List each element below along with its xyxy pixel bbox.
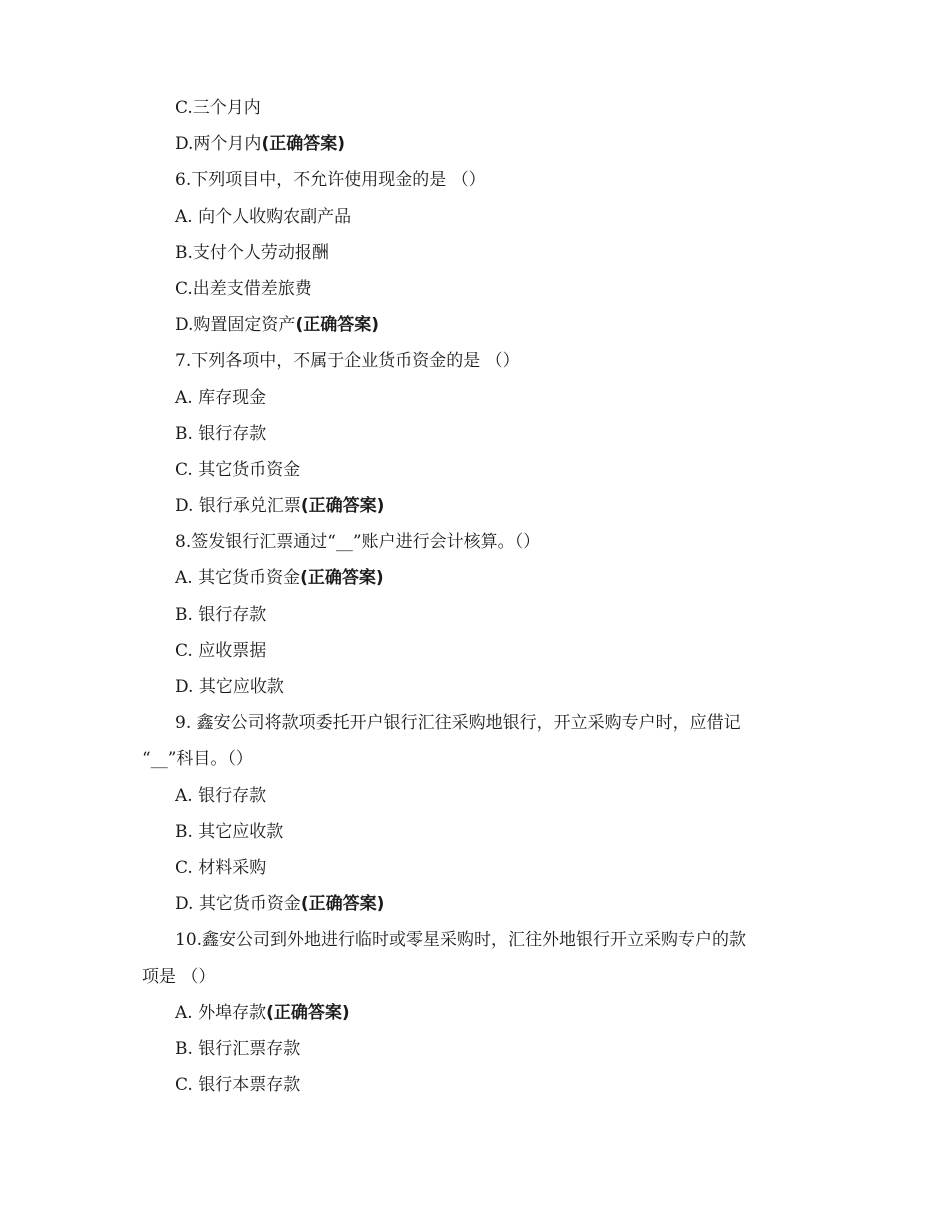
correct-answer-mark: (正确答案) xyxy=(300,496,385,517)
line-text: A. 其它货币资金 xyxy=(175,568,301,589)
document-line xyxy=(142,271,810,307)
line-text: C. 材料采购 xyxy=(175,857,267,878)
document-line xyxy=(142,307,810,343)
question-continuation-line xyxy=(142,959,810,995)
document-line xyxy=(142,416,810,452)
document-line xyxy=(142,814,810,850)
document-line xyxy=(142,199,810,235)
document-line xyxy=(142,886,810,922)
document-line xyxy=(142,633,810,669)
line-text: 项是 （） xyxy=(142,966,216,987)
line-text: “__”科目。（） xyxy=(142,749,253,770)
line-text: D. 其它货币资金 xyxy=(175,894,301,915)
correct-answer-mark: (正确答案) xyxy=(295,315,379,336)
correct-answer-mark: (正确答案) xyxy=(300,894,385,915)
line-text: B. 银行汇票存款 xyxy=(175,1038,301,1059)
correct-answer-mark: (正确答案) xyxy=(300,568,384,589)
document-line xyxy=(142,488,810,524)
document-line xyxy=(142,380,810,416)
document-line xyxy=(142,597,810,633)
correct-answer-mark: (正确答案) xyxy=(266,1002,350,1023)
line-text: C.出差支借差旅费 xyxy=(175,278,312,299)
document-line xyxy=(142,90,810,126)
line-text: C. 应收票据 xyxy=(175,640,267,661)
document-line xyxy=(142,922,810,958)
document-line xyxy=(142,669,810,705)
document-line xyxy=(142,1031,810,1067)
document-line xyxy=(142,1067,810,1103)
line-text: 10.鑫安公司到外地进行临时或零星采购时，汇往外地银行开立采购专户的款 xyxy=(175,930,747,951)
line-text: A. 库存现金 xyxy=(175,387,267,408)
line-text: C. 银行本票存款 xyxy=(175,1075,301,1096)
line-text: A. 银行存款 xyxy=(175,785,267,806)
line-text: A. 外埠存款 xyxy=(175,1002,267,1023)
line-text: 9. 鑫安公司将款项委托开户银行汇往采购地银行，开立采购专户时，应借记 xyxy=(175,713,741,734)
line-text: A. 向个人收购农副产品 xyxy=(175,206,352,227)
document-line xyxy=(142,995,810,1031)
correct-answer-mark: (正确答案) xyxy=(261,134,345,155)
line-text: D.两个月内 xyxy=(175,134,262,155)
document-line xyxy=(142,560,810,596)
line-text: B. 银行存款 xyxy=(175,423,267,444)
document-line xyxy=(142,126,810,162)
document-line xyxy=(142,778,810,814)
document-line xyxy=(142,850,810,886)
document-line xyxy=(142,343,810,379)
line-text: D. 其它应收款 xyxy=(175,677,284,697)
document-line xyxy=(142,452,810,488)
document-line xyxy=(142,705,810,741)
document-line xyxy=(142,162,810,198)
line-text: 8.签发银行汇票通过“__”账户进行会计核算。（） xyxy=(175,532,541,553)
line-text: D. 银行承兑汇票 xyxy=(175,496,301,517)
line-text: D.购置固定资产 xyxy=(175,315,296,336)
line-text: B. 银行存款 xyxy=(175,604,267,625)
document-line xyxy=(142,524,810,560)
line-text: B.支付个人劳动报酬 xyxy=(175,242,329,263)
line-text: B. 其它应收款 xyxy=(175,821,284,842)
question-continuation-line xyxy=(142,741,810,777)
question-list xyxy=(142,90,810,1103)
line-text: C. 其它货币资金 xyxy=(175,459,301,480)
line-text: 6.下列项目中，不允许使用现金的是 （） xyxy=(175,170,486,191)
line-text: C.三个月内 xyxy=(175,98,261,118)
document-line xyxy=(142,235,810,271)
line-text: 7.下列各项中，不属于企业货币资金的是 （） xyxy=(175,351,520,372)
